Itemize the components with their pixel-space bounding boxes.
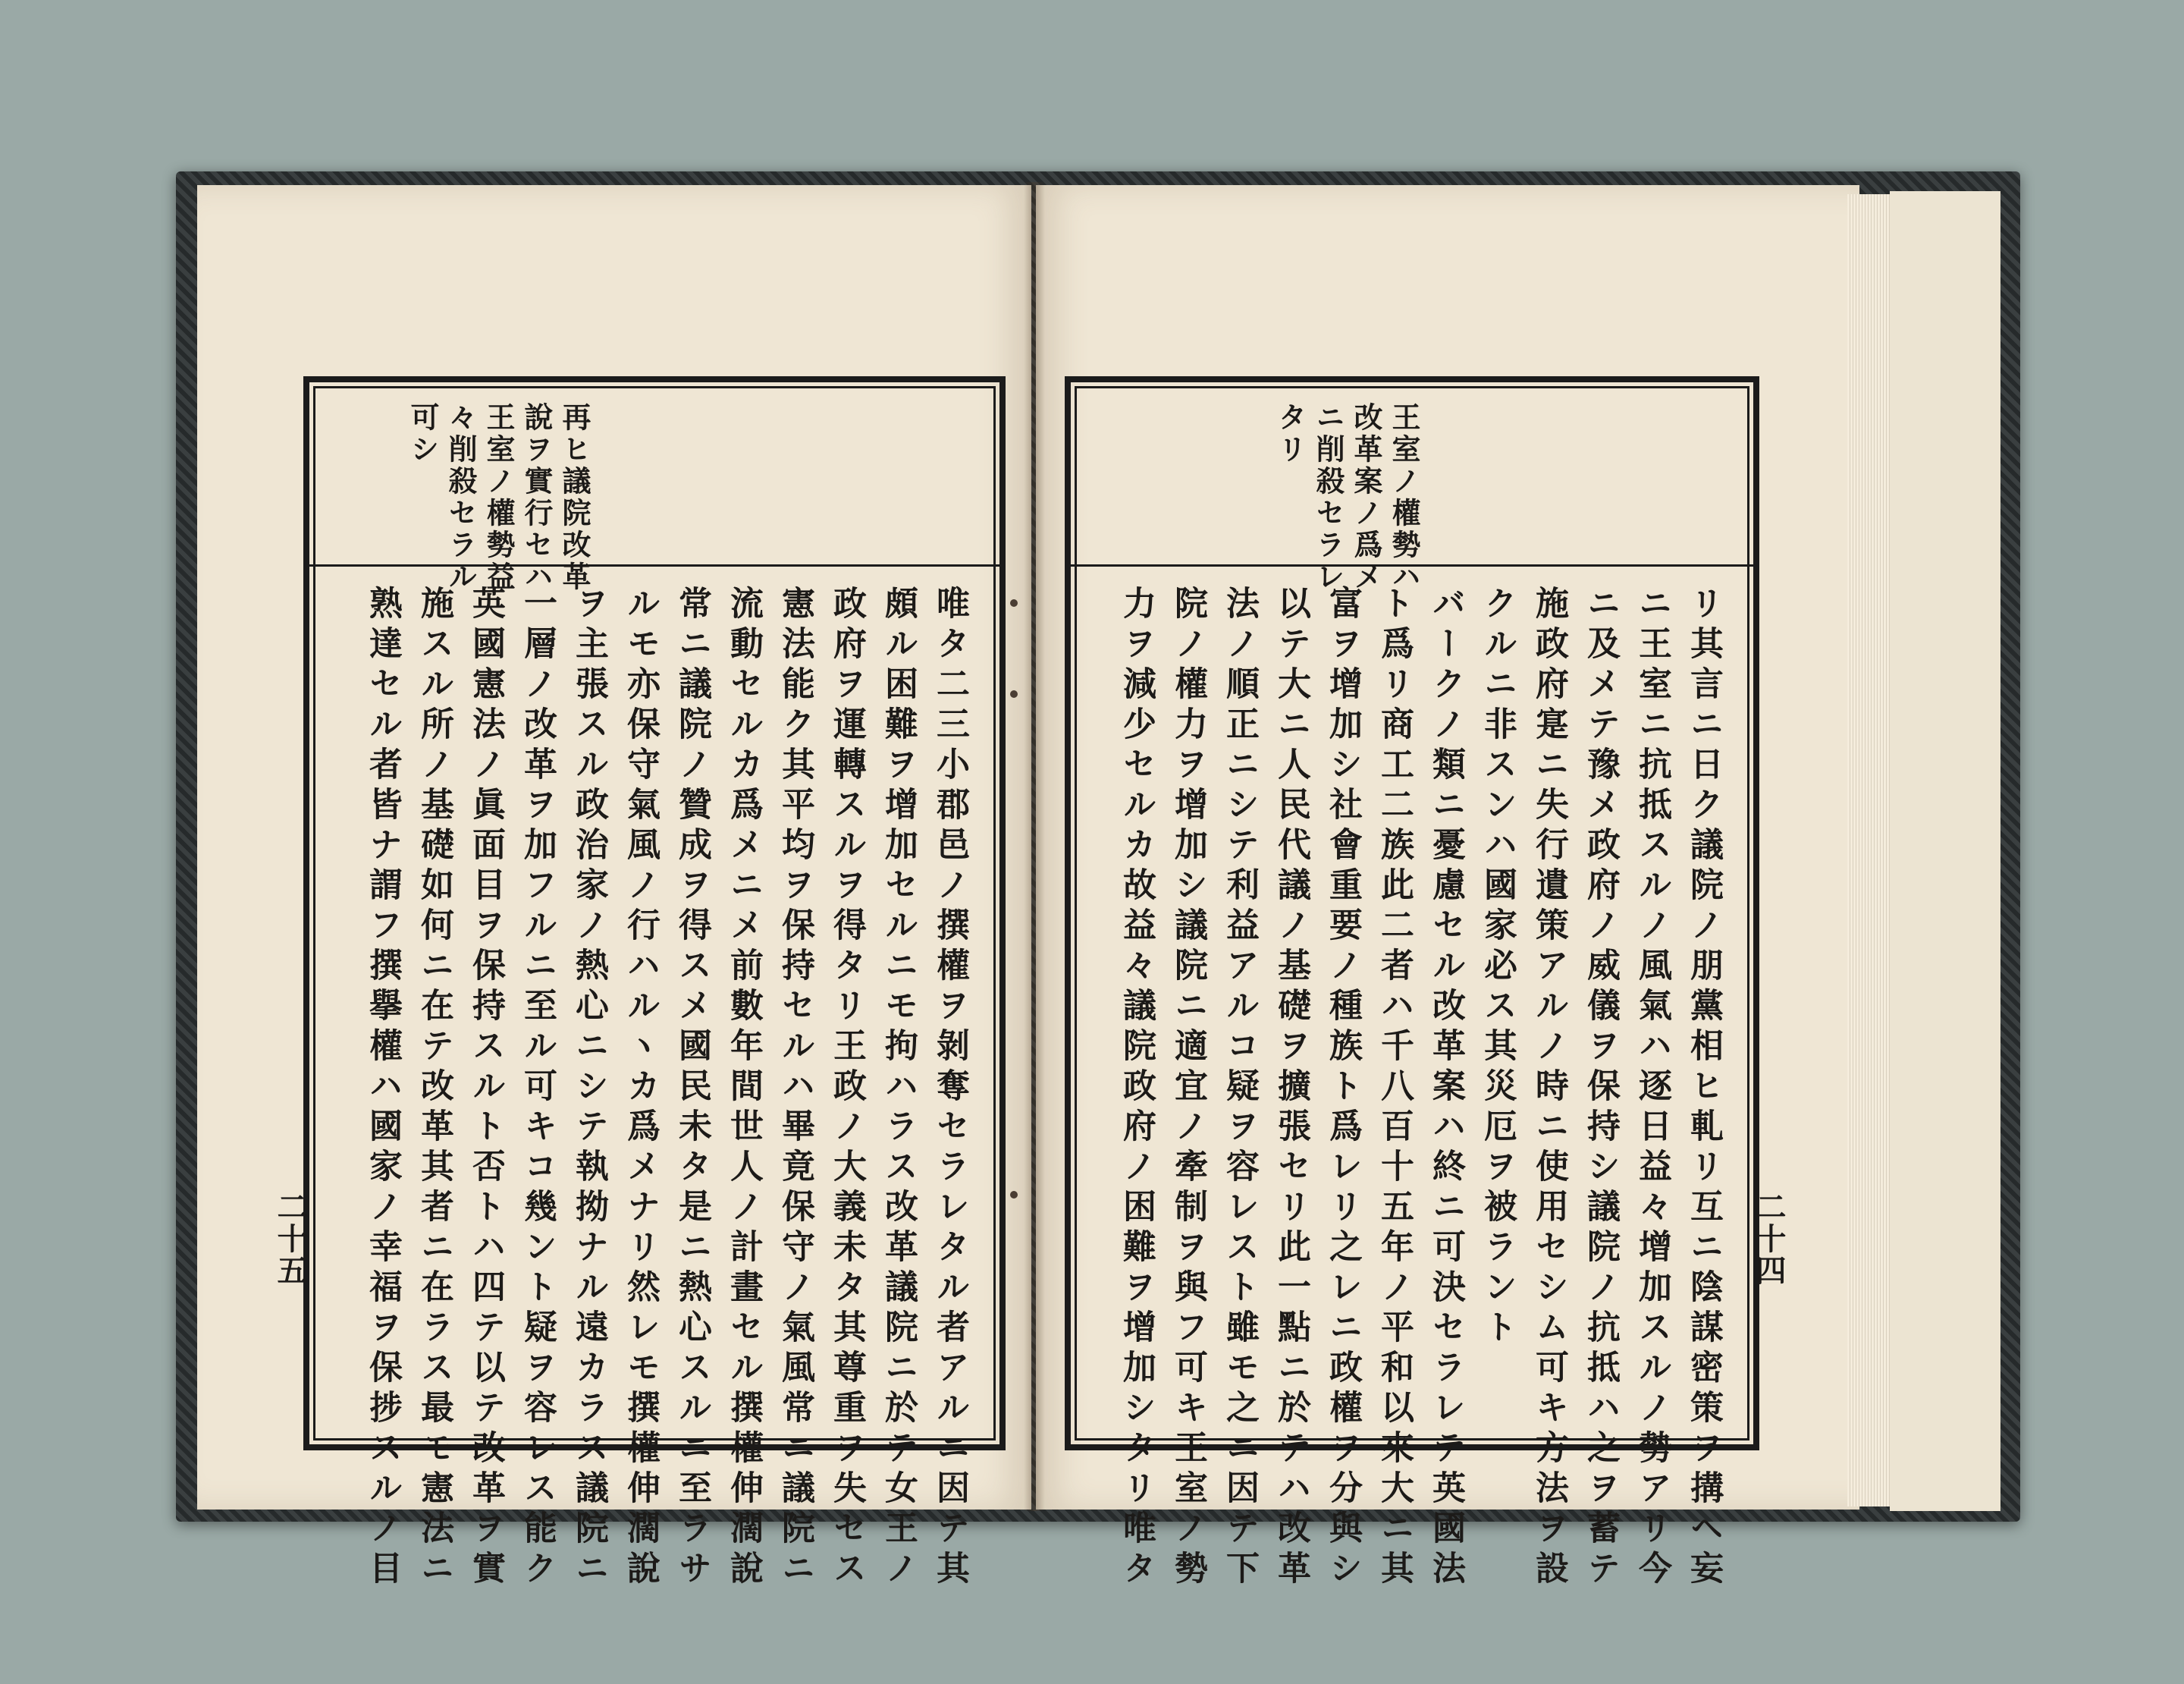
- body-column: 憲法能ク其平均ヲ保持セルハ畢竟保守ノ氣風常ニ議院ニ: [776, 586, 814, 1591]
- body-column: 熟達セル者皆ナ謂フ撰擧權ハ國家ノ幸福ヲ保捗スルノ目: [363, 586, 402, 1591]
- body-column: ト爲リ商工二族此二者ハ千八百十五年ノ平和以來大ニ其: [1375, 586, 1414, 1591]
- body-column: ニ王室ニ抗抵スルノ風氣ハ逐日益々增加スルノ勢アリ今: [1633, 586, 1671, 1591]
- headnote-line: ニ削殺セラレ: [1311, 402, 1345, 593]
- body-column: ルモ亦保守氣風ノ行ハルヽカ爲メナリ然レモ撰權伸濶說: [621, 586, 660, 1591]
- left-text-frame: [303, 376, 1006, 1591]
- page-number-left: 二十五: [272, 1191, 308, 1287]
- book-gutter: [1024, 182, 1045, 1511]
- body-column: 唯タ二三小郡邑ノ撰權ヲ剝奪セラレタル者アルニ因テ其: [930, 586, 969, 1591]
- binding-hole: [1010, 599, 1018, 607]
- body-column: 政府ヲ運轉スルヲ得タリ王政ノ大義未タ其尊重ヲ失セス: [827, 586, 866, 1591]
- headnote-line: 說ヲ實行セハ: [519, 402, 554, 593]
- page-number-right: 二十四: [1751, 1191, 1787, 1287]
- body-column: 施スル所ノ基礎如何ニ在テ改革其者ニ在ラス最モ憲法ニ: [415, 586, 453, 1591]
- binding-hole: [1010, 690, 1018, 698]
- page-block-edges: [1847, 194, 1893, 1506]
- headnote-line: 王室ノ權勢益: [482, 402, 516, 593]
- body-column: 常ニ議院ノ贊成ヲ得スメ國民未タ是ニ熱心スルニ至ラサ: [673, 586, 711, 1591]
- body-column: ヲ主張スル政治家ノ熱心ニシテ執拗ナル遠カラス議院ニ: [570, 586, 608, 1591]
- body-column: 施政府寔ニ失行遺策アルノ時ニ使用セシム可キ方法ヲ設: [1530, 586, 1568, 1591]
- body-column: 法ノ順正ニシテ利益アルコ疑ヲ容レスト雖モ之ニ因テ下: [1220, 586, 1259, 1591]
- left-headnote: [309, 382, 999, 593]
- body-column: 富ヲ增加シ社會重要ノ種族ト爲レリ之レニ政權ヲ分與シ: [1323, 586, 1362, 1591]
- body-column: 以テ大ニ人民代議ノ基礎ヲ擴張セリ此一點ニ於テハ改革: [1272, 586, 1310, 1591]
- right-headnote: [1071, 382, 1753, 593]
- body-column: 院ノ權力ヲ增加シ議院ニ適宜ノ牽制ヲ與フ可キ王室ノ勢: [1169, 586, 1207, 1591]
- binding-hole: [1010, 1191, 1018, 1199]
- body-column: バークノ類ニ憂慮セル改革案ハ終ニ可決セラレテ英國法: [1426, 586, 1465, 1591]
- right-text-frame: [1065, 376, 1759, 1591]
- headnote-line: 々削殺セラル: [444, 402, 478, 593]
- headnote-line: タリ: [1273, 402, 1307, 466]
- headnote-line: 王室ノ權勢ハ: [1387, 402, 1421, 593]
- headnote-line: 再ヒ議院改革: [557, 402, 592, 593]
- body-column: クルニ非スンハ國家必ス其災厄ヲ被ラント: [1478, 586, 1517, 1349]
- body-column: 力ヲ減少セルカ故益々議院政府ノ困難ヲ增加シタリ唯タ: [1117, 586, 1156, 1591]
- headnote-line: 改革案ノ爲メ: [1349, 402, 1383, 593]
- body-column: 一層ノ改革ヲ加フルニ至ル可キコ幾ント疑ヲ容レス能ク: [518, 586, 557, 1591]
- body-column: 頗ル困難ヲ增加セルニモ拘ハラス改革議院ニ於テ女王ノ: [879, 586, 918, 1591]
- body-column: 流動セルカ爲メニメ前數年間世人ノ計畫セル撰權伸濶說: [724, 586, 763, 1591]
- body-column: リ其言ニ日ク議院ノ朋黨相ヒ軋リ互ニ陰謀密策ヲ搆ヘ妄: [1684, 586, 1723, 1591]
- headnote-line: 可シ: [406, 402, 440, 466]
- back-endpaper: [1890, 191, 2000, 1511]
- body-column: ニ及メテ豫メ政府ノ威儀ヲ保持シ議院ノ抗抵ハ之ヲ蓄テ: [1581, 586, 1620, 1591]
- body-column: 英國憲法ノ眞面目ヲ保持スルト否トハ四テ以テ改革ヲ實: [466, 586, 505, 1591]
